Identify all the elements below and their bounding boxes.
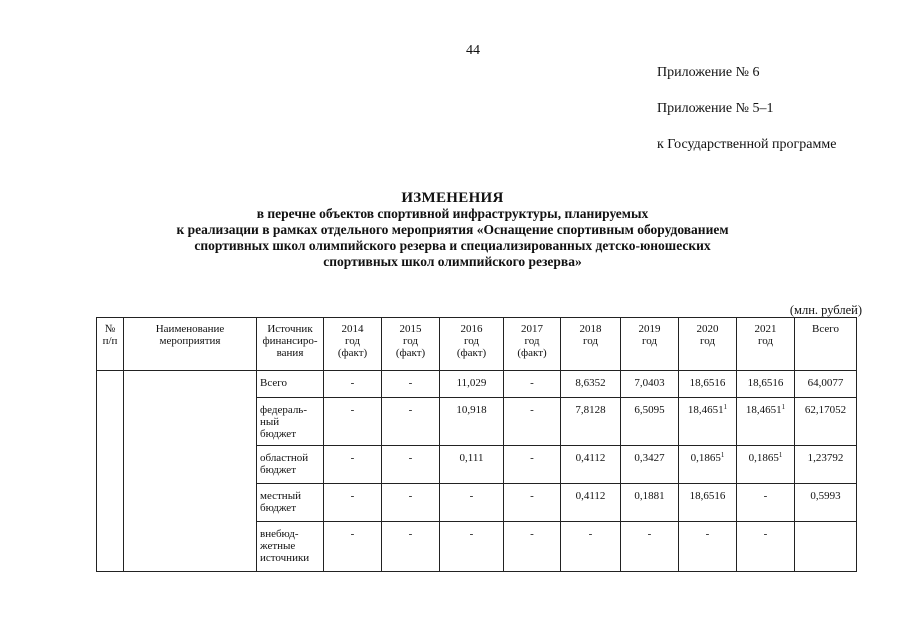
value-cell: 62,17052 [795,398,857,446]
source-cell: федераль- ный бюджет [257,398,324,446]
value-cell: - [324,371,382,398]
header-col-2014: 2014 год (факт) [324,318,382,371]
value-cell: 18,6516 [679,371,737,398]
financing-table [96,317,857,572]
value-cell: 10,918 [440,398,504,446]
title-main: ИЗМЕНЕНИЯ [401,190,504,206]
footnote-marker: 1 [720,451,725,459]
appendix-line-1: Приложение № 6 [657,65,760,80]
header-col-2019: 2019 год [621,318,679,371]
value-cell: - [679,522,737,572]
value-cell: - [382,522,440,572]
row-number-cell [97,371,124,572]
units-label: (млн. рублей) [789,303,862,317]
source-cell: местный бюджет [257,484,324,522]
header-col-2020: 2020 год [679,318,737,371]
event-name-cell [124,371,257,572]
value-cell: - [504,446,561,484]
value-cell: - [382,398,440,446]
title-line: в перечне объектов спортивной инфраструктуры, планируемых [256,206,649,221]
title-line: спортивных школ олимпийского резерва и специализированных детско-юношеских [194,238,711,253]
header-col-source: Источник финансиро- вания [257,318,324,371]
title-line: спортивных школ олимпийского резерва» [323,254,582,269]
value-cell: 18,6516 [737,371,795,398]
title-line: к реализации в рамках отдельного мероприятия «Оснащение спортивным оборудованием [176,222,729,237]
value-cell: 0,4112 [561,484,621,522]
table-row [97,371,857,398]
source-cell: областной бюджет [257,446,324,484]
value-cell: - [324,484,382,522]
table-header-row [97,318,857,371]
footnote-marker: 1 [781,403,786,411]
value-cell: 0,111 [440,446,504,484]
value-cell: - [737,522,795,572]
value-cell: 1,23792 [795,446,857,484]
header-col-2018: 2018 год [561,318,621,371]
value-cell: 0,3427 [621,446,679,484]
value-cell: 0,4112 [561,446,621,484]
value-cell: - [504,398,561,446]
header-col-2015: 2015 год (факт) [382,318,440,371]
value-cell: - [382,484,440,522]
header-col-total: Всего [795,318,857,371]
value-cell: - [504,522,561,572]
value-cell: 0,1881 [621,484,679,522]
value-cell: 0,1865$^1$ [679,446,737,484]
header-col-2021: 2021 год [737,318,795,371]
document-title [0,190,905,270]
value-cell: - [737,484,795,522]
value-cell: 11,029 [440,371,504,398]
header-col-number: № п/п [97,318,124,371]
value-cell: - [324,446,382,484]
source-cell: внебюд- жетные источники [257,522,324,572]
value-cell: - [504,371,561,398]
value-cell: 18,4651$^1$ [679,398,737,446]
header-col-2016: 2016 год (факт) [440,318,504,371]
value-cell: 64,0077 [795,371,857,398]
value-cell: - [621,522,679,572]
header-col-event-name: Наименование мероприятия [124,318,257,371]
value-cell: 7,0403 [621,371,679,398]
footnote-marker: 1 [723,403,728,411]
value-cell: - [504,484,561,522]
source-cell: Всего [257,371,324,398]
value-cell: - [324,522,382,572]
footnote-marker: 1 [778,451,783,459]
value-cell: - [561,522,621,572]
value-cell: - [440,484,504,522]
value-cell: 0,1865$^1$ [737,446,795,484]
value-cell: - [382,446,440,484]
header-col-2017: 2017 год (факт) [504,318,561,371]
value-cell: 18,4651$^1$ [737,398,795,446]
value-cell: - [324,398,382,446]
value-cell: 0,5993 [795,484,857,522]
page-number: 44 [466,43,480,58]
appendix-line-2: Приложение № 5–1 [657,101,774,116]
value-cell [795,522,857,572]
value-cell: 6,5095 [621,398,679,446]
value-cell: 8,6352 [561,371,621,398]
value-cell: - [382,371,440,398]
value-cell: 18,6516 [679,484,737,522]
value-cell: - [440,522,504,572]
appendix-line-3: к Государственной программе [657,137,837,152]
value-cell: 7,8128 [561,398,621,446]
